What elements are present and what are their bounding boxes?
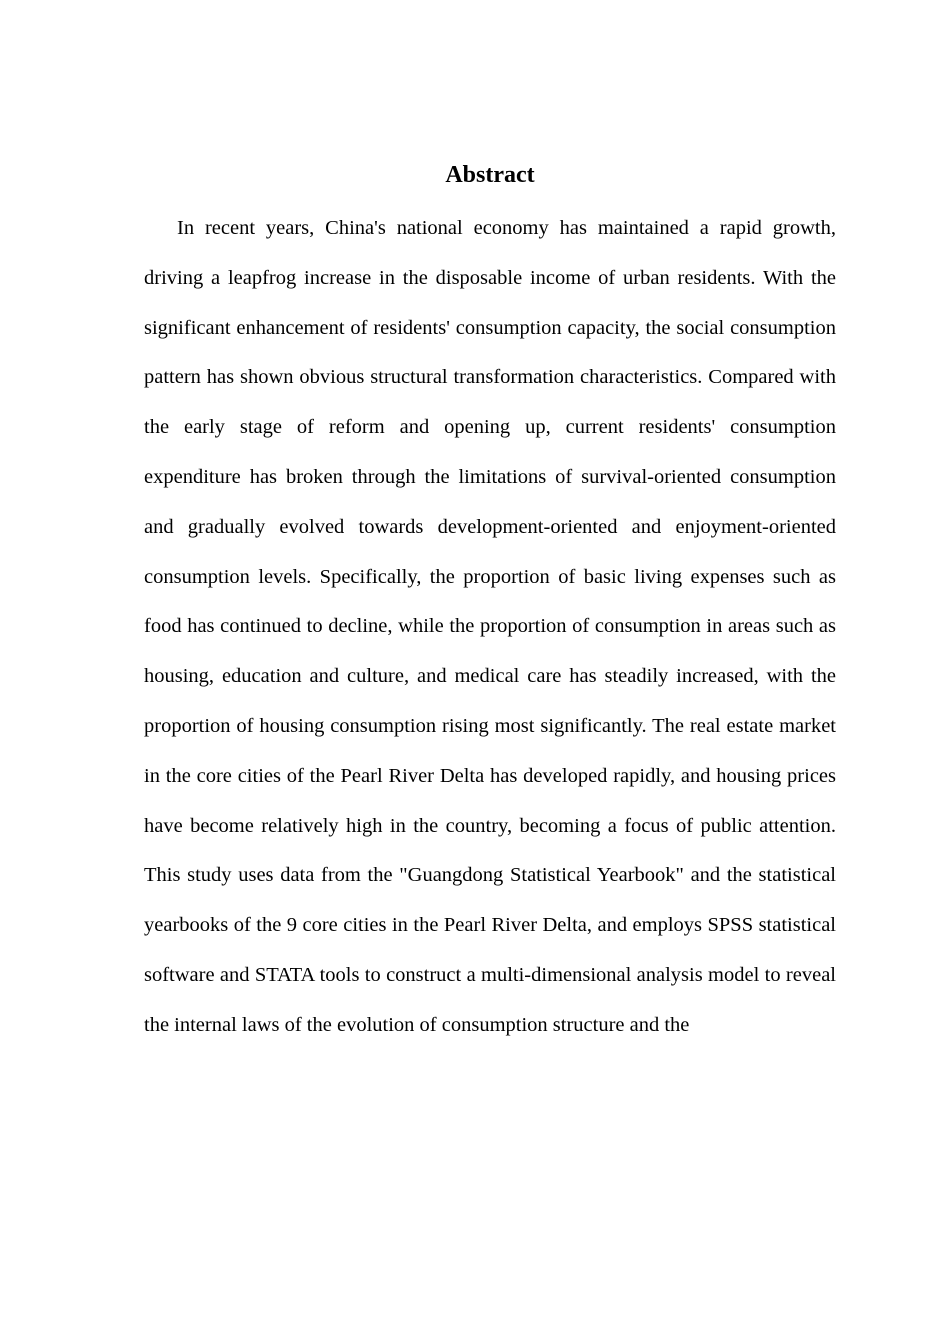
abstract-heading: Abstract — [445, 162, 535, 188]
abstract-paragraph: In recent years, China's national economy has maintained a rapid growth, driving a leapfrog increase in the disposable income of urban residents. With the significant enhancement of residents' consumption capacity, the social consumption pattern has shown obvious structural transformation characteristics. Compared with the early stage of reform and opening up, current residents' consumption expenditure has broken through the limitations of survival-oriented consumption and gradually evolved towards development-oriented and enjoyment-oriented consumption levels. Specifically, the proportion of basic living expenses such as food has continued to decline, while the proportion of consumption in areas such as housing, education and culture, and medical care has steadily increased, with the proportion of housing consumption rising most significantly. The real estate market in the core cities of the Pearl River Delta has developed rapidly, and housing prices have become relatively high in the country, becoming a focus of public attention. This study uses data from the "Guangdong Statistical Yearbook" and the statistical yearbooks of the 9 core cities in the Pearl River Delta, and employs SPSS statistical software and STATA tools to construct a multi-dimensional analysis model to reveal the internal laws of the evolution of consumption structure and the — [144, 217, 836, 1036]
